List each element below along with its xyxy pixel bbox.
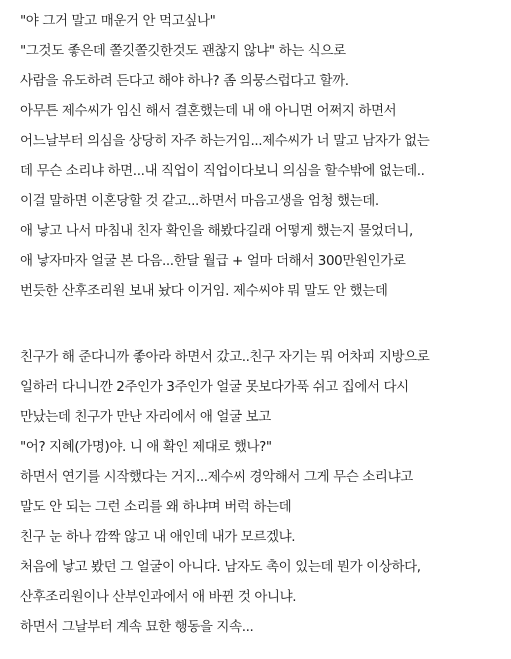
text-line: 일하러 다니니깐 2주인가 3주인가 얼굴 못보다가푹 쉬고 집에서 다시 [20,379,409,395]
text-line: 데 무슨 소리냐 하면...내 직업이 직업이다보니 의심을 할수밖에 없는데.. [20,163,425,179]
text-line: 하면서 그날부터 계속 묘한 행동을 지속... [20,619,254,635]
text-line: 하면서 연기를 시작했다는 거지...제수씨 경악해서 그게 무슨 소리냐고 [20,469,413,485]
text-line: 처음에 낳고 봤던 그 얼굴이 아니다. 남자도 촉이 있는데 뭔가 이상하다, [20,559,421,575]
text-line: 번듯한 산후조리원 보내 놨다 이거임. 제수씨야 뭐 말도 안 했는데 [20,283,388,299]
text-line: 산후조리원이나 산부인과에서 애 바뀐 것 아니냐. [20,589,297,605]
text-line: 어느날부터 의심을 상당히 자주 하는거임...제수씨가 너 말고 남자가 없는 [20,133,430,149]
paragraph-1 [20,6,506,306]
text-line: "어? 지혜(가명)야. 니 애 확인 제대로 했나?" [20,439,272,455]
text-line: 애 낳고 나서 마침내 친자 확인을 해봤다길래 어떻게 했는지 물었더니, [20,223,413,239]
text-line: "야 그거 말고 매운거 안 먹고싶나" [20,13,216,29]
text-line: 아무튼 제수씨가 임신 해서 결혼했는데 내 애 아니면 어쩌지 하면서 [20,103,397,119]
text-line: 애 낳자마자 얼굴 본 다음...한달 월급 + 얼마 더해서 300만원인가로 [20,253,406,269]
text-line: 말도 안 되는 그런 소리를 왜 하냐며 버럭 하는데 [20,499,292,515]
text-line: "그것도 좋은데 쫄깃쫄깃한것도 괜찮지 않냐" 하는 식으로 [20,43,346,59]
text-line: 친구가 해 준다니까 좋아라 하면서 갔고..친구 자기는 뭐 어차피 지방으로 [20,349,430,365]
text-line: 친구 눈 하나 깜짝 않고 내 애인데 내가 모르겠냐. [20,529,296,545]
paragraph-2 [20,342,506,642]
text-line: 이걸 말하면 이혼당할 것 같고...하면서 마음고생을 엄청 했는데. [20,193,379,209]
text-line: 사람을 유도하려 든다고 해야 하나? 좀 의뭉스럽다고 할까. [20,73,349,89]
text-line: 만났는데 친구가 만난 자리에서 애 얼굴 보고 [20,409,271,425]
